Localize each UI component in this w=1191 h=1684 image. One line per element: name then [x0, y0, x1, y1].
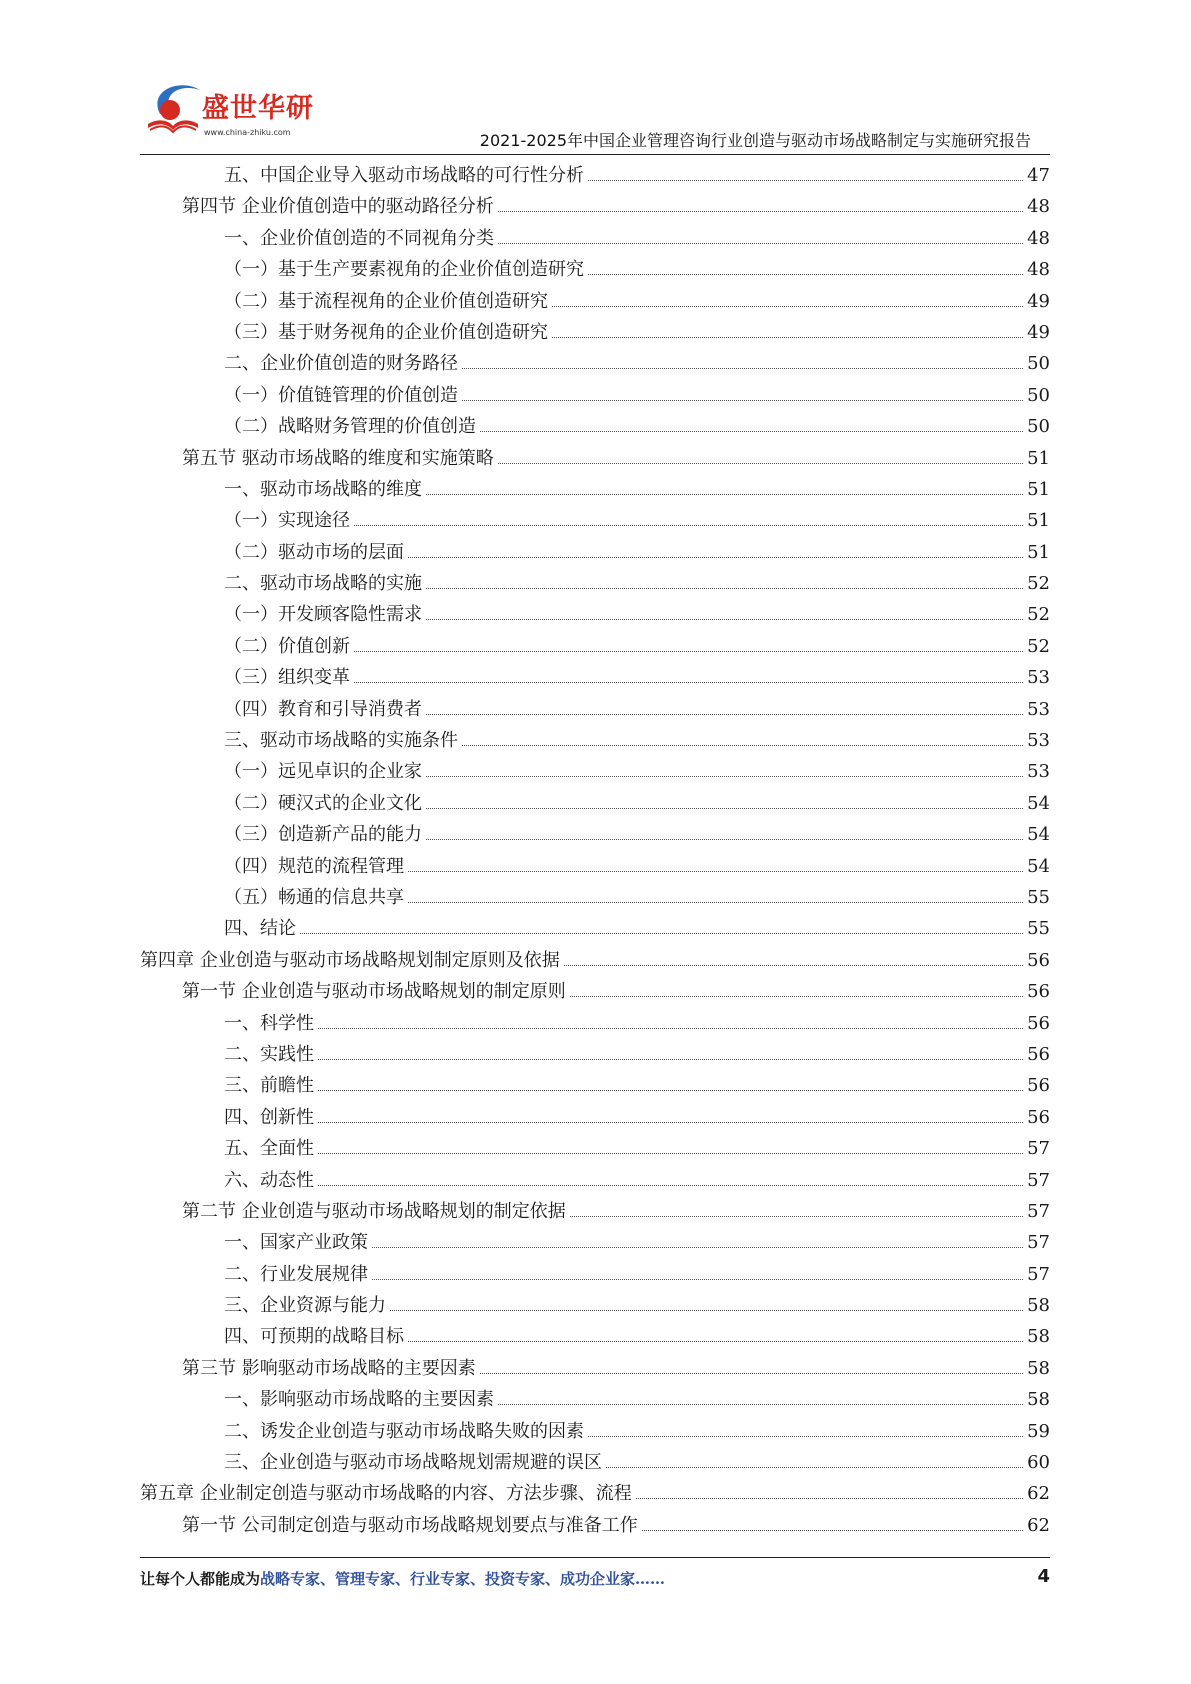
- toc-page-number: 53: [1027, 730, 1050, 752]
- toc-page-number: 56: [1027, 981, 1050, 1003]
- toc-entry[interactable]: [140, 694, 1050, 725]
- toc-entry[interactable]: [140, 599, 1050, 630]
- toc-entry[interactable]: [140, 1039, 1050, 1070]
- toc-page-number: 56: [1027, 1075, 1050, 1097]
- toc-entry[interactable]: [140, 851, 1050, 882]
- toc-entry[interactable]: [140, 505, 1050, 536]
- toc-entry-title: 二、实践性: [224, 1043, 314, 1065]
- toc-page-number: 62: [1027, 1483, 1050, 1505]
- toc-entry[interactable]: [140, 348, 1050, 379]
- toc-entry[interactable]: [140, 160, 1050, 191]
- toc-leader-dots: [588, 180, 1023, 181]
- toc-page-number: 54: [1027, 824, 1050, 846]
- toc-page-number: 58: [1027, 1326, 1050, 1348]
- toc-entry[interactable]: [140, 1165, 1050, 1196]
- toc-entry-title: 一、影响驱动市场战略的主要因素: [224, 1389, 494, 1411]
- toc-page-number: 56: [1027, 1043, 1050, 1065]
- toc-leader-dots: [426, 494, 1023, 495]
- toc-leader-dots: [462, 745, 1023, 746]
- toc-entry-title: 第一节 公司制定创造与驱动市场战略规划要点与准备工作: [182, 1514, 638, 1536]
- toc-entry[interactable]: [140, 1510, 1050, 1541]
- toc-entry-title: 第三节 影响驱动市场战略的主要因素: [182, 1357, 476, 1379]
- toc-entry[interactable]: [140, 662, 1050, 693]
- toc-entry[interactable]: [140, 1290, 1050, 1321]
- toc-page-number: 53: [1027, 698, 1050, 720]
- toc-leader-dots: [552, 337, 1023, 338]
- toc-entry[interactable]: [140, 725, 1050, 756]
- toc-entry-title: 第四章 企业创造与驱动市场战略规划制定原则及依据: [140, 949, 560, 971]
- toc-leader-dots: [552, 306, 1023, 307]
- toc-leader-dots: [318, 1122, 1023, 1123]
- toc-entry[interactable]: [140, 913, 1050, 944]
- toc-leader-dots: [426, 619, 1023, 620]
- toc-entry-title: 一、科学性: [224, 1012, 314, 1034]
- toc-page-number: 59: [1027, 1420, 1050, 1442]
- toc-entry-title: （一）基于生产要素视角的企业价值创造研究: [224, 259, 584, 281]
- toc-leader-dots: [606, 1467, 1023, 1468]
- header-divider: [140, 154, 1050, 155]
- toc-page-number: 49: [1027, 321, 1050, 343]
- toc-entry[interactable]: [140, 1478, 1050, 1509]
- toc-entry-title: 一、企业价值创造的不同视角分类: [224, 227, 494, 249]
- toc-page-number: 48: [1027, 196, 1050, 218]
- toc-page-number: 57: [1027, 1232, 1050, 1254]
- toc-leader-dots: [426, 714, 1023, 715]
- toc-entry[interactable]: [140, 976, 1050, 1007]
- toc-page-number: 60: [1027, 1452, 1050, 1474]
- toc-entry-title: 三、前瞻性: [224, 1075, 314, 1097]
- toc-page-number: 52: [1027, 604, 1050, 626]
- toc-entry[interactable]: [140, 1353, 1050, 1384]
- toc-entry-title: 第二节 企业创造与驱动市场战略规划的制定依据: [182, 1200, 566, 1222]
- slogan-prefix: 让每个人都能成为: [140, 1570, 261, 1588]
- toc-page-number: 52: [1027, 635, 1050, 657]
- page-number: 4: [1037, 1566, 1050, 1587]
- toc-entry-title: （四）教育和引导消费者: [224, 698, 422, 720]
- toc-page-number: 55: [1027, 918, 1050, 940]
- toc-entry[interactable]: [140, 756, 1050, 787]
- toc-entry-title: 四、可预期的战略目标: [224, 1326, 404, 1348]
- toc-page-number: 50: [1027, 353, 1050, 375]
- toc-page-number: 58: [1027, 1357, 1050, 1379]
- toc-entry-title: 一、国家产业政策: [224, 1232, 368, 1254]
- toc-entry[interactable]: [140, 223, 1050, 254]
- toc-entry-title: 第五节 驱动市场战略的维度和实施策略: [182, 447, 494, 469]
- toc-leader-dots: [570, 1216, 1023, 1217]
- toc-entry[interactable]: [140, 254, 1050, 285]
- toc-entry[interactable]: [140, 1196, 1050, 1227]
- toc-page-number: 54: [1027, 855, 1050, 877]
- toc-entry[interactable]: [140, 631, 1050, 662]
- toc-page-number: 55: [1027, 886, 1050, 908]
- toc-entry[interactable]: [140, 474, 1050, 505]
- toc-page-number: 56: [1027, 1012, 1050, 1034]
- toc-leader-dots: [372, 1279, 1023, 1280]
- toc-leader-dots: [300, 933, 1023, 934]
- toc-leader-dots: [426, 588, 1023, 589]
- toc-entry-title: （二）战略财务管理的价值创造: [224, 416, 476, 438]
- toc-entry[interactable]: [140, 1384, 1050, 1415]
- toc-entry-title: 二、行业发展规律: [224, 1263, 368, 1285]
- toc-page-number: 56: [1027, 949, 1050, 971]
- toc-leader-dots: [408, 557, 1023, 558]
- toc-entry-title: 二、诱发企业创造与驱动市场战略失败的因素: [224, 1420, 584, 1442]
- report-title: 2021-2025年中国企业管理咨询行业创造与驱动市场战略制定与实施研究报告: [479, 131, 1031, 150]
- toc-entry-title: 四、结论: [224, 918, 296, 940]
- toc-leader-dots: [390, 1310, 1023, 1311]
- toc-page-number: 53: [1027, 761, 1050, 783]
- toc-page-number: 54: [1027, 792, 1050, 814]
- toc-page-number: 57: [1027, 1169, 1050, 1191]
- toc-page-number: 48: [1027, 227, 1050, 249]
- toc-leader-dots: [498, 1404, 1023, 1405]
- toc-leader-dots: [570, 996, 1023, 997]
- toc-leader-dots: [318, 1028, 1023, 1029]
- toc-leader-dots: [588, 1436, 1023, 1437]
- slogan-highlight: 战略专家、管理专家、行业专家、投资专家、成功企业家……: [260, 1570, 666, 1588]
- toc-entry[interactable]: [140, 882, 1050, 913]
- toc-page-number: 53: [1027, 667, 1050, 689]
- toc-entry-title: 三、企业资源与能力: [224, 1295, 386, 1317]
- toc-leader-dots: [408, 1341, 1023, 1342]
- toc-entry-title: 五、全面性: [224, 1138, 314, 1160]
- toc-leader-dots: [480, 1373, 1023, 1374]
- toc-leader-dots: [462, 368, 1023, 369]
- toc-leader-dots: [636, 1498, 1023, 1499]
- toc-entry-title: 第一节 企业创造与驱动市场战略规划的制定原则: [182, 981, 566, 1003]
- toc-page-number: 56: [1027, 1106, 1050, 1128]
- toc-entry-title: （一）远见卓识的企业家: [224, 761, 422, 783]
- toc-leader-dots: [426, 808, 1023, 809]
- toc-page-number: 62: [1027, 1514, 1050, 1536]
- toc-entry[interactable]: [140, 568, 1050, 599]
- toc-leader-dots: [588, 274, 1023, 275]
- toc-page-number: 49: [1027, 290, 1050, 312]
- toc-entry[interactable]: [140, 443, 1050, 474]
- toc-entry-title: 四、创新性: [224, 1106, 314, 1128]
- toc-entry[interactable]: [140, 191, 1050, 222]
- footer-slogan: [140, 1568, 665, 1589]
- toc-leader-dots: [480, 431, 1023, 432]
- toc-leader-dots: [408, 871, 1023, 872]
- toc-entry[interactable]: [140, 537, 1050, 568]
- toc-entry[interactable]: [140, 286, 1050, 317]
- toc-entry-title: 第五章 企业制定创造与驱动市场战略的内容、方法步骤、流程: [140, 1483, 632, 1505]
- page-footer: [140, 1568, 1050, 1598]
- toc-entry-title: （三）创造新产品的能力: [224, 824, 422, 846]
- toc-page-number: 50: [1027, 384, 1050, 406]
- toc-entry[interactable]: [140, 788, 1050, 819]
- toc-leader-dots: [564, 965, 1023, 966]
- toc-entry-title: （二）价值创新: [224, 635, 350, 657]
- toc-entry-title: 第四节 企业价值创造中的驱动路径分析: [182, 196, 494, 218]
- toc-entry-title: （五）畅通的信息共享: [224, 886, 404, 908]
- toc-leader-dots: [498, 211, 1023, 212]
- toc-entry-title: 三、驱动市场战略的实施条件: [224, 730, 458, 752]
- toc-leader-dots: [354, 682, 1023, 683]
- toc-entry-title: （三）基于财务视角的企业价值创造研究: [224, 321, 548, 343]
- toc-entry[interactable]: [140, 1227, 1050, 1258]
- toc-page-number: 58: [1027, 1295, 1050, 1317]
- toc-entry[interactable]: [140, 1416, 1050, 1447]
- toc-entry-title: 五、中国企业导入驱动市场战略的可行性分析: [224, 165, 584, 186]
- toc-entry-title: （一）实现途径: [224, 510, 350, 532]
- toc-leader-dots: [372, 1247, 1023, 1248]
- toc-entry-title: （四）规范的流程管理: [224, 855, 404, 877]
- logo-name: 盛世华研: [202, 93, 314, 124]
- book-swoosh-icon: [140, 80, 206, 146]
- toc-leader-dots: [426, 776, 1023, 777]
- toc-page-number: 47: [1027, 165, 1050, 186]
- toc-page-number: 51: [1027, 447, 1050, 469]
- toc-leader-dots: [408, 902, 1023, 903]
- toc-entry-title: （一）开发顾客隐性需求: [224, 604, 422, 626]
- toc-entry-title: （二）驱动市场的层面: [224, 541, 404, 563]
- toc-leader-dots: [642, 1530, 1023, 1531]
- toc-page-number: 48: [1027, 259, 1050, 281]
- toc-leader-dots: [318, 1090, 1023, 1091]
- toc-page-number: 50: [1027, 416, 1050, 438]
- toc-entry[interactable]: [140, 1102, 1050, 1133]
- toc-page-number: 51: [1027, 541, 1050, 563]
- toc-entry[interactable]: [140, 1447, 1050, 1478]
- toc-page-number: 57: [1027, 1138, 1050, 1160]
- toc-page-number: 57: [1027, 1263, 1050, 1285]
- toc-entry[interactable]: [140, 1259, 1050, 1290]
- toc-entry[interactable]: [140, 945, 1050, 976]
- toc-entry-title: 二、驱动市场战略的实施: [224, 573, 422, 595]
- toc-leader-dots: [318, 1185, 1023, 1186]
- toc-entry[interactable]: [140, 317, 1050, 348]
- table-of-contents: [140, 160, 1050, 1541]
- toc-entry[interactable]: [140, 1133, 1050, 1164]
- page-header: [0, 0, 1191, 160]
- toc-entry-title: 二、企业价值创造的财务路径: [224, 353, 458, 375]
- toc-page-number: 52: [1027, 573, 1050, 595]
- toc-page-number: 51: [1027, 478, 1050, 500]
- toc-entry-title: （一）价值链管理的价值创造: [224, 384, 458, 406]
- toc-leader-dots: [498, 243, 1023, 244]
- toc-leader-dots: [462, 400, 1023, 401]
- toc-entry[interactable]: [140, 1070, 1050, 1101]
- toc-entry-title: 三、企业创造与驱动市场战略规划需规避的误区: [224, 1452, 602, 1474]
- toc-entry[interactable]: [140, 380, 1050, 411]
- toc-entry[interactable]: [140, 1008, 1050, 1039]
- toc-entry-title: 六、动态性: [224, 1169, 314, 1191]
- company-logo: [140, 80, 320, 150]
- toc-entry[interactable]: [140, 819, 1050, 850]
- toc-leader-dots: [318, 1059, 1023, 1060]
- toc-entry[interactable]: [140, 1321, 1050, 1352]
- toc-page-number: 58: [1027, 1389, 1050, 1411]
- footer-divider: [140, 1557, 1050, 1558]
- toc-leader-dots: [318, 1153, 1023, 1154]
- toc-entry[interactable]: [140, 411, 1050, 442]
- toc-leader-dots: [498, 463, 1023, 464]
- logo-url: www.china-zhiku.com: [204, 128, 291, 137]
- toc-entry-title: 一、驱动市场战略的维度: [224, 478, 422, 500]
- toc-page-number: 51: [1027, 510, 1050, 532]
- toc-page-number: 57: [1027, 1200, 1050, 1222]
- toc-entry-title: （二）基于流程视角的企业价值创造研究: [224, 290, 548, 312]
- toc-leader-dots: [426, 839, 1023, 840]
- toc-entry-title: （三）组织变革: [224, 667, 350, 689]
- toc-leader-dots: [354, 651, 1023, 652]
- toc-leader-dots: [354, 525, 1023, 526]
- toc-entry-title: （二）硬汉式的企业文化: [224, 792, 422, 814]
